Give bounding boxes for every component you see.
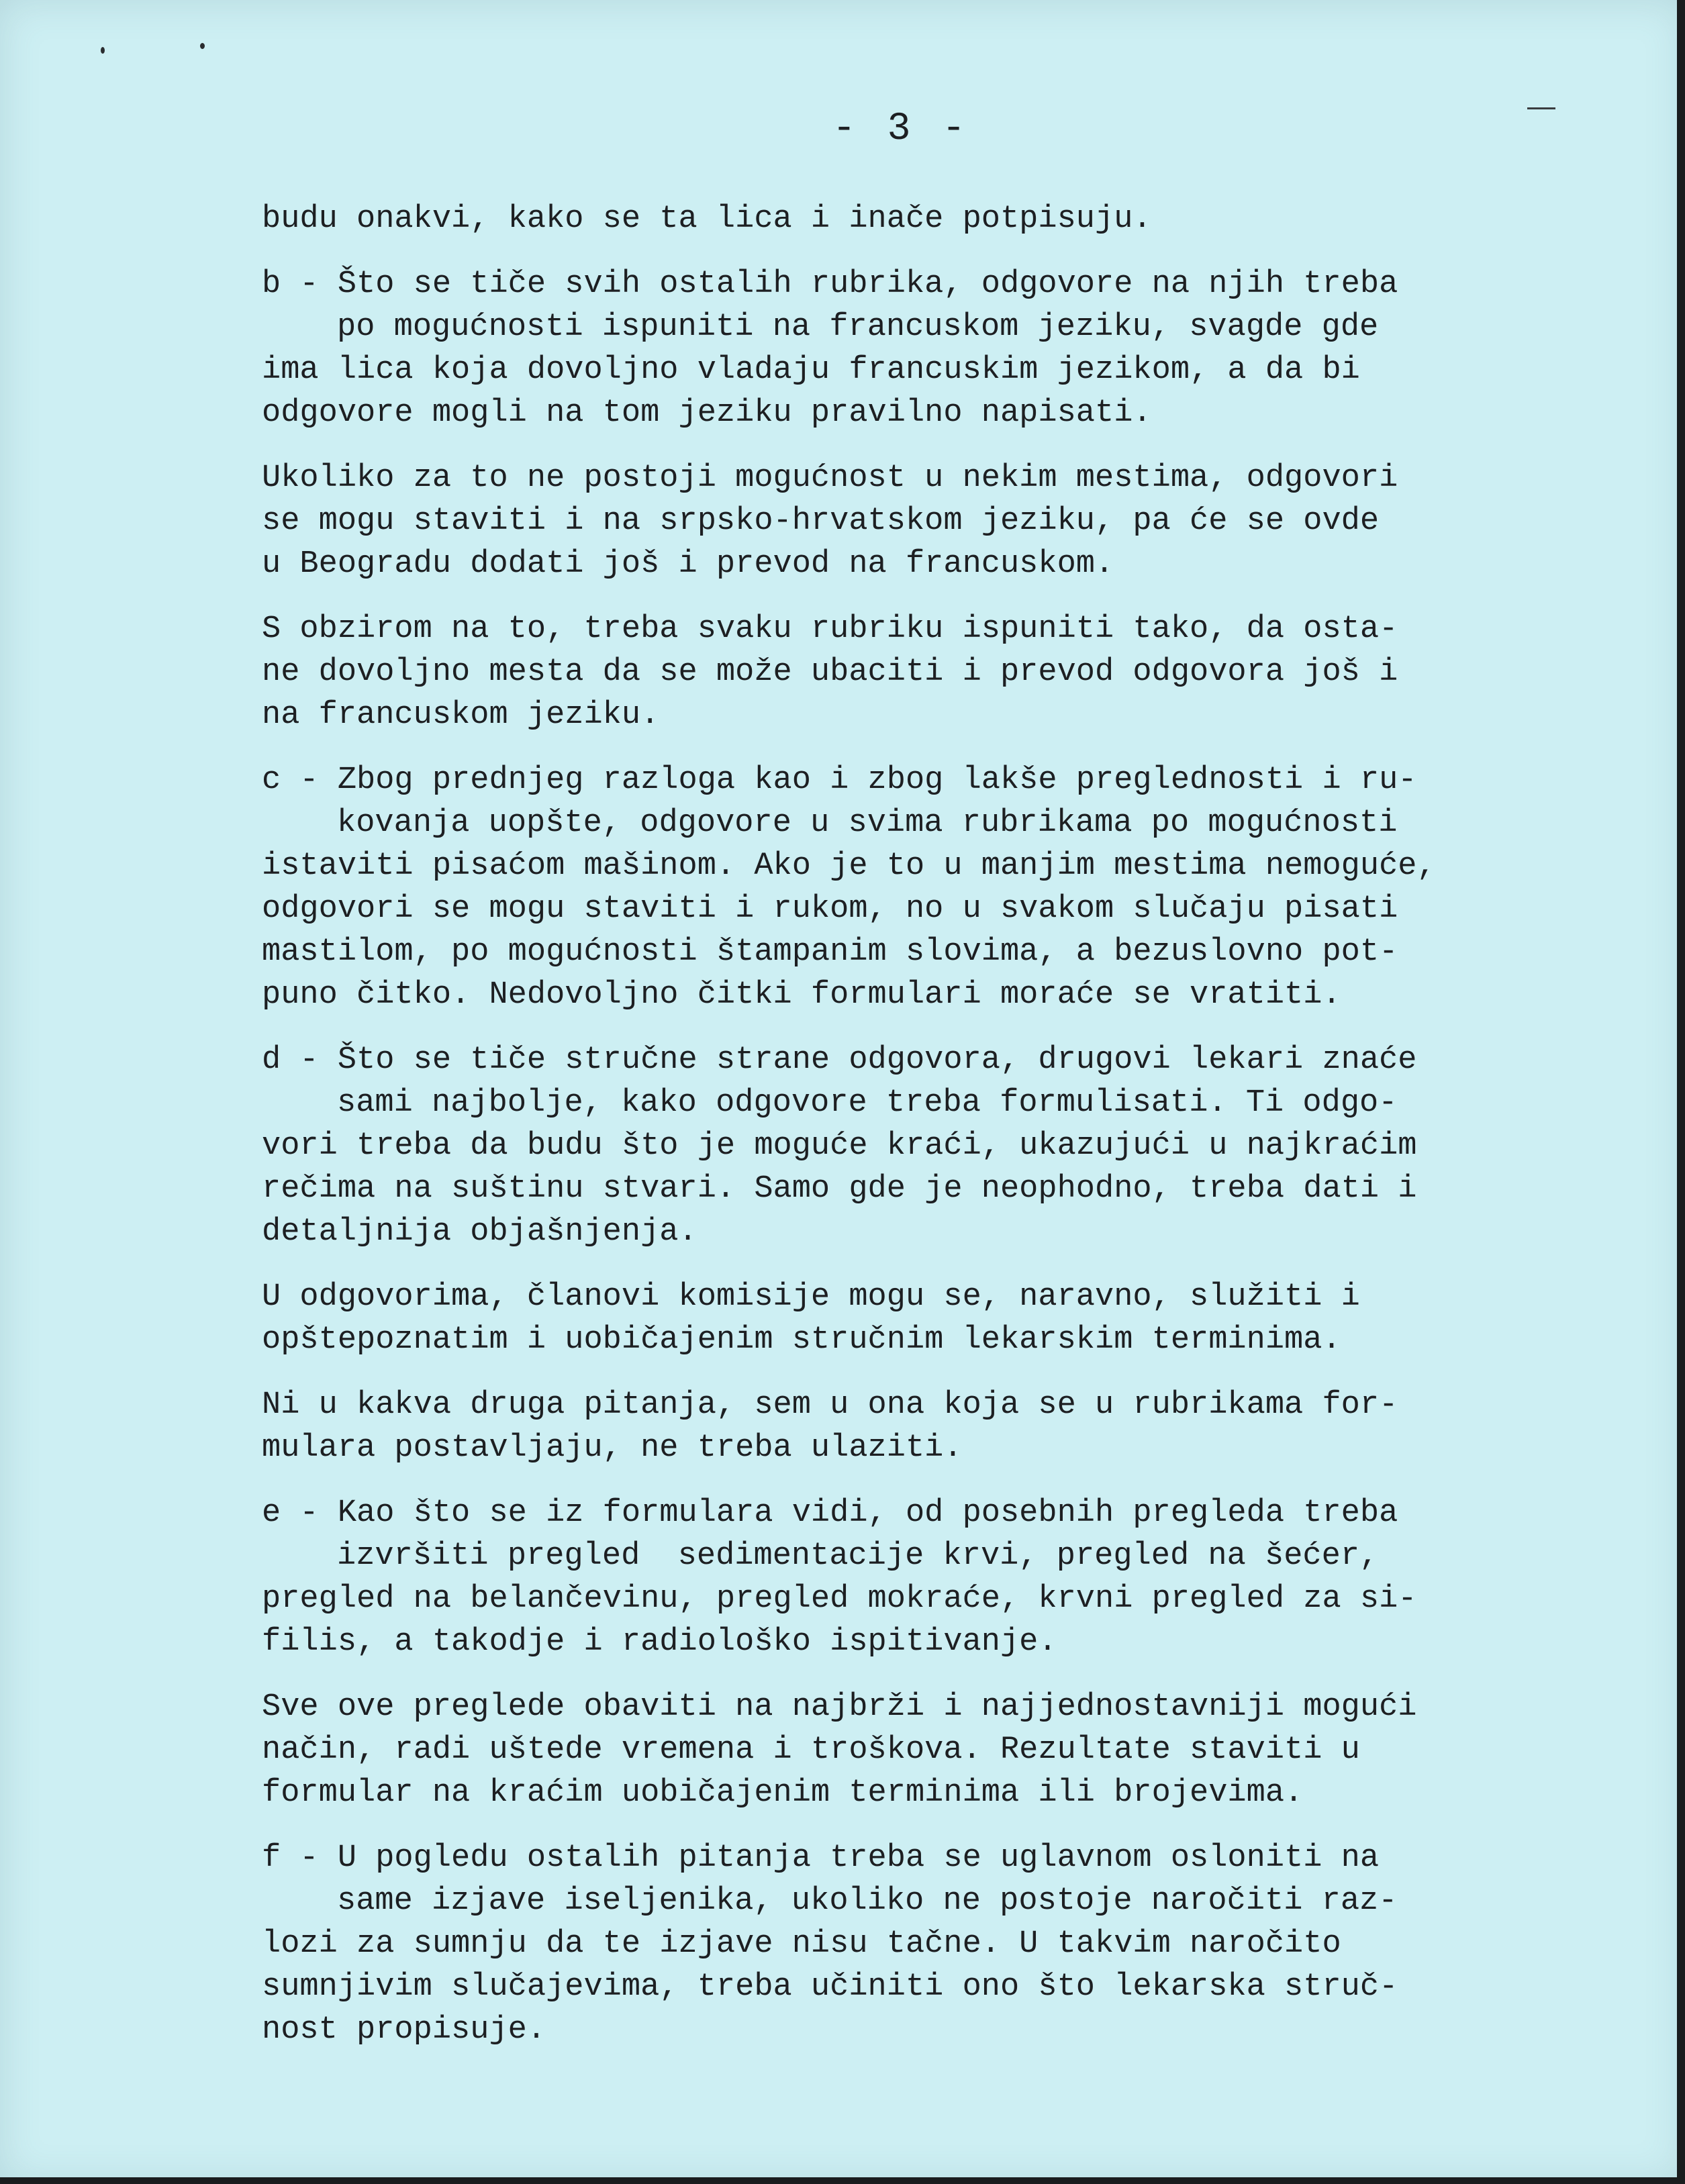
paragraph-f (262, 1837, 1551, 2052)
text-line: c - Zbog prednjeg razloga kao i zbog lakše preglednosti i ru- (262, 762, 1417, 798)
text-line: S obzirom na to, treba svaku rubriku ispuniti tako, da osta- (262, 611, 1398, 647)
text-line: d - Što se tiče stručne strane odgovora, drugovi lekari znaće (262, 1042, 1417, 1078)
text-line: sumnjivim slučajevima, treba učiniti ono što lekarska struč- (262, 1969, 1398, 2005)
paragraph-b (262, 263, 1551, 435)
text-line: na francuskom jeziku. (262, 697, 660, 733)
paragraph-c (262, 759, 1551, 1017)
text-line: same izjave iseljenika, ukoliko ne postoje naročiti raz- (337, 1883, 1398, 1919)
text-line: budu onakvi, kako se ta lica i inače potpisuju. (262, 201, 1152, 237)
body-text (262, 198, 1551, 2074)
text-line: filis, a takodje i radiološko ispitivanje. (262, 1624, 1057, 1660)
paragraph-s-obzirom (262, 608, 1551, 737)
text-line: mulara postavljaju, ne treba ulaziti. (262, 1430, 963, 1466)
text-line: e - Kao što se iz formulara vidi, od posebnih pregleda treba (262, 1495, 1398, 1531)
text-line: način, radi uštede vremena i troškova. Rezultate staviti u (262, 1732, 1360, 1768)
paragraph-u-odgovorima (262, 1276, 1551, 1362)
text-line: ne dovoljno mesta da se može ubaciti i prevod odgovora još i (262, 654, 1398, 690)
text-line: Ukoliko za to ne postoji mogućnost u nekim mestima, odgovori (262, 460, 1398, 496)
text-line: sami najbolje, kako odgovore treba formulisati. Ti odgo- (337, 1085, 1398, 1121)
ink-speck (101, 47, 105, 54)
text-line: odgovori se mogu staviti i rukom, no u svakom slučaju pisati (262, 891, 1398, 927)
text-line: Sve ove preglede obaviti na najbrži i najjednostavniji mogući (262, 1689, 1417, 1725)
text-line: po mogućnosti ispuniti na francuskom jeziku, svagde gde (337, 309, 1379, 345)
paragraph-ukoliko (262, 457, 1551, 586)
text-line: opštepoznatim i uobičajenim stručnim lekarskim terminima. (262, 1322, 1341, 1358)
text-line: u Beogradu dodati još i prevod na francuskom. (262, 546, 1114, 582)
text-line: puno čitko. Nedovoljno čitki formulari moraće se vratiti. (262, 977, 1341, 1013)
text-line: pregled na belančevinu, pregled mokraće, krvni pregled za si- (262, 1581, 1417, 1617)
paragraph-e (262, 1492, 1551, 1664)
paragraph-sve-ove (262, 1686, 1551, 1815)
text-line: nost propisuje. (262, 2012, 546, 2048)
page-number: - 3 - (832, 107, 970, 151)
text-line: b - Što se tiče svih ostalih rubrika, odgovore na njih treba (262, 266, 1398, 302)
scan-edge-bottom (0, 2177, 1685, 2184)
scan-edge-right (1677, 0, 1685, 2184)
paragraph-ni-u-kakva (262, 1384, 1551, 1470)
paragraph-continuation (262, 198, 1551, 241)
paragraph-d (262, 1039, 1551, 1254)
text-line: lozi za sumnju da te izjave nisu tačne. U takvim naročito (262, 1926, 1341, 1962)
text-line: odgovore mogli na tom jeziku pravilno napisati. (262, 395, 1152, 431)
text-line: ima lica koja dovoljno vladaju francuskim jezikom, a da bi (262, 352, 1360, 388)
ink-speck (200, 43, 205, 49)
text-line: se mogu staviti i na srpsko-hrvatskom jeziku, pa će se ovde (262, 503, 1380, 539)
margin-mark (1527, 107, 1555, 109)
text-line: vori treba da budu što je moguće kraći, ukazujući u najkraćim (262, 1128, 1417, 1164)
text-line: f - U pogledu ostalih pitanja treba se uglavnom osloniti na (262, 1840, 1380, 1876)
text-line: izvršiti pregled sedimentacije krvi, pregled na šećer, (337, 1538, 1379, 1574)
text-line: mastilom, po mogućnosti štampanim slovima, a bezuslovno pot- (262, 934, 1398, 970)
text-line: istaviti pisaćom mašinom. Ako je to u manjim mestima nemoguće, (262, 848, 1436, 884)
text-line: formular na kraćim uobičajenim terminima ili brojevima. (262, 1775, 1304, 1811)
text-line: kovanja uopšte, odgovore u svima rubrikama po mogućnosti (337, 805, 1398, 841)
text-line: U odgovorima, članovi komisije mogu se, naravno, služiti i (262, 1279, 1360, 1315)
text-line: detaljnija objašnjenja. (262, 1214, 697, 1250)
text-line: Ni u kakva druga pitanja, sem u ona koja se u rubrikama for- (262, 1387, 1398, 1423)
text-line: rečima na suštinu stvari. Samo gde je neophodno, treba dati i (262, 1171, 1417, 1207)
